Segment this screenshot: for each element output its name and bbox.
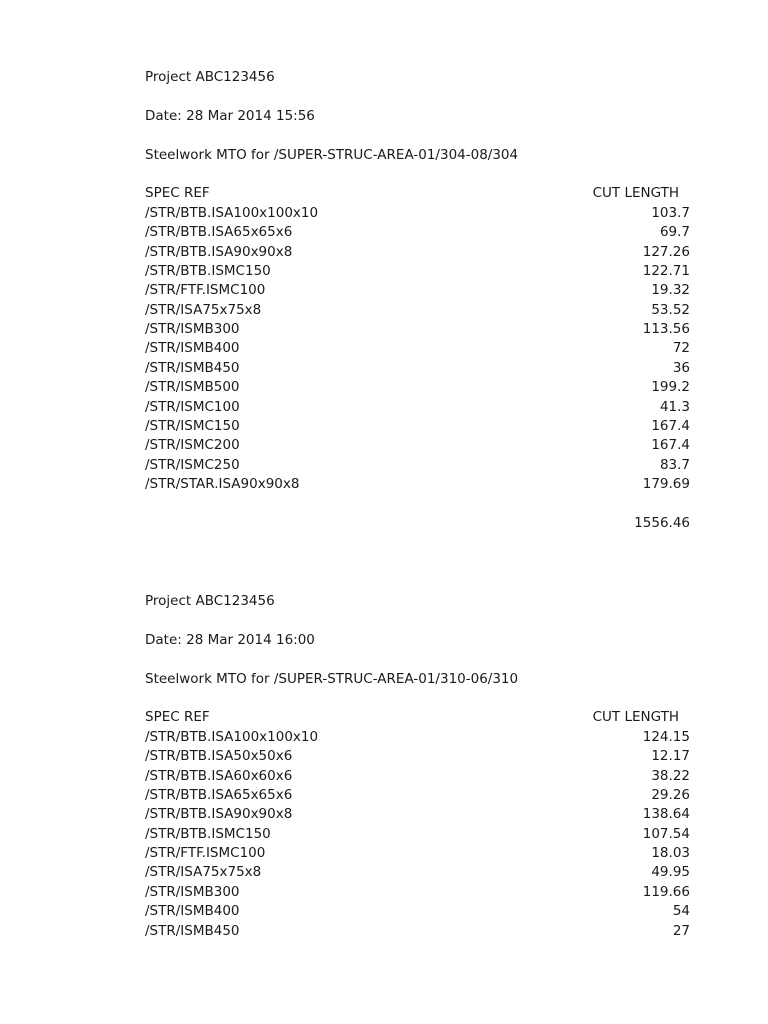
spec-ref-cell: /STR/ISMC250 xyxy=(145,456,240,473)
table-header xyxy=(145,184,690,203)
spec-ref-cell: /STR/BTB.ISA100x100x10 xyxy=(145,204,319,221)
table-row xyxy=(145,825,690,844)
cut-length-cell: 18.03 xyxy=(651,845,690,862)
table-row xyxy=(145,883,690,902)
table-row xyxy=(145,320,690,339)
cut-length-cell: 49.95 xyxy=(651,864,690,881)
spec-ref-cell: /STR/ISA75x75x8 xyxy=(145,301,262,318)
spec-ref-cell: /STR/BTB.ISA50x50x6 xyxy=(145,748,293,765)
table-row xyxy=(145,359,690,378)
spec-ref-cell: /STR/ISMB300 xyxy=(145,321,240,338)
total-row xyxy=(145,514,690,533)
table-row xyxy=(145,204,690,223)
cut-length-cell: 167.4 xyxy=(651,418,690,435)
table-row xyxy=(145,456,690,475)
table-body xyxy=(145,204,690,495)
table-header xyxy=(145,708,690,727)
cut-length-cell: 38.22 xyxy=(651,767,690,784)
cut-length-cell: 27 xyxy=(672,922,690,939)
table-row xyxy=(145,863,690,882)
cut-length-cell: 19.32 xyxy=(651,282,690,299)
cut-length-cell: 54 xyxy=(672,903,690,920)
spec-ref-cell: /STR/ISMC200 xyxy=(145,437,240,454)
cut-length-header: CUT LENGTH xyxy=(592,709,679,726)
project-title: Project ABC123456 xyxy=(145,69,275,85)
cut-length-cell: 36 xyxy=(672,359,690,376)
cut-length-cell: 72 xyxy=(672,340,690,357)
total-value: 1556.46 xyxy=(634,514,690,531)
table-row xyxy=(145,301,690,320)
report-date: Date: 28 Mar 2014 16:00 xyxy=(145,631,315,648)
table-row xyxy=(145,243,690,262)
table-body xyxy=(145,728,690,941)
table-row xyxy=(145,728,690,747)
cut-length-header: CUT LENGTH xyxy=(592,185,679,202)
table-row xyxy=(145,786,690,805)
table-row xyxy=(145,747,690,766)
spec-ref-cell: /STR/BTB.ISA60x60x6 xyxy=(145,767,293,784)
spec-ref-cell: /STR/BTB.ISA65x65x6 xyxy=(145,224,293,241)
cut-length-cell: 119.66 xyxy=(642,883,690,900)
cut-length-cell: 83.7 xyxy=(659,456,690,473)
cut-length-cell: 138.64 xyxy=(642,806,690,823)
cut-length-cell: 107.54 xyxy=(642,825,690,842)
spec-ref-cell: /STR/ISMB400 xyxy=(145,903,240,920)
spec-ref-cell: /STR/BTB.ISA90x90x8 xyxy=(145,243,293,260)
table-row xyxy=(145,378,690,397)
table-row xyxy=(145,339,690,358)
cut-length-cell: 53.52 xyxy=(651,301,690,318)
project-title: Project ABC123456 xyxy=(145,593,275,609)
cut-length-cell: 41.3 xyxy=(659,398,690,415)
spec-ref-cell: /STR/ISMB300 xyxy=(145,883,240,900)
table-row xyxy=(145,805,690,824)
cut-length-cell: 113.56 xyxy=(642,321,690,338)
cut-length-cell: 103.7 xyxy=(651,204,690,221)
table-row xyxy=(145,767,690,786)
spec-ref-cell: /STR/FTF.ISMC100 xyxy=(145,282,266,299)
cut-length-cell: 167.4 xyxy=(651,437,690,454)
cut-length-cell: 29.26 xyxy=(651,786,690,803)
report-date: Date: 28 Mar 2014 15:56 xyxy=(145,107,315,124)
spec-ref-cell: /STR/BTB.ISMC150 xyxy=(145,825,271,842)
table-row xyxy=(145,398,690,417)
spec-ref-cell: /STR/ISMB450 xyxy=(145,359,240,376)
table-row xyxy=(145,223,690,242)
cut-length-cell: 122.71 xyxy=(642,262,690,279)
spec-ref-header: SPEC REF xyxy=(145,185,210,202)
spec-ref-cell: /STR/BTB.ISMC150 xyxy=(145,262,271,279)
cut-length-cell: 179.69 xyxy=(642,476,690,493)
table-row xyxy=(145,262,690,281)
spec-ref-cell: /STR/ISMB500 xyxy=(145,379,240,396)
cut-length-cell: 199.2 xyxy=(651,379,690,396)
table-row xyxy=(145,417,690,436)
spec-ref-cell: /STR/ISMB400 xyxy=(145,340,240,357)
mto-title: Steelwork MTO for /SUPER-STRUC-AREA-01/304-08/304 xyxy=(145,146,519,163)
mto-section-2 xyxy=(145,592,690,941)
spec-ref-cell: /STR/ISMC100 xyxy=(145,398,240,415)
spec-ref-header: SPEC REF xyxy=(145,709,210,726)
table-row xyxy=(145,844,690,863)
spec-ref-cell: /STR/BTB.ISA65x65x6 xyxy=(145,786,293,803)
spec-ref-cell: /STR/ISMC150 xyxy=(145,418,240,435)
spec-ref-cell: /STR/STAR.ISA90x90x8 xyxy=(145,476,300,493)
cut-length-cell: 69.7 xyxy=(659,224,690,241)
spec-ref-cell: /STR/FTF.ISMC100 xyxy=(145,845,266,862)
cut-length-cell: 12.17 xyxy=(651,748,690,765)
table-row xyxy=(145,902,690,921)
spec-ref-cell: /STR/ISA75x75x8 xyxy=(145,864,262,881)
spec-ref-cell: /STR/BTB.ISA90x90x8 xyxy=(145,806,293,823)
mto-section-1 xyxy=(145,68,690,533)
table-row xyxy=(145,281,690,300)
spec-ref-cell: /STR/BTB.ISA100x100x10 xyxy=(145,728,319,745)
cut-length-cell: 124.15 xyxy=(642,728,690,745)
mto-title: Steelwork MTO for /SUPER-STRUC-AREA-01/310-06/310 xyxy=(145,670,519,687)
table-row xyxy=(145,475,690,494)
spec-ref-cell: /STR/ISMB450 xyxy=(145,922,240,939)
cut-length-cell: 127.26 xyxy=(642,243,690,260)
table-row xyxy=(145,922,690,941)
table-row xyxy=(145,436,690,455)
